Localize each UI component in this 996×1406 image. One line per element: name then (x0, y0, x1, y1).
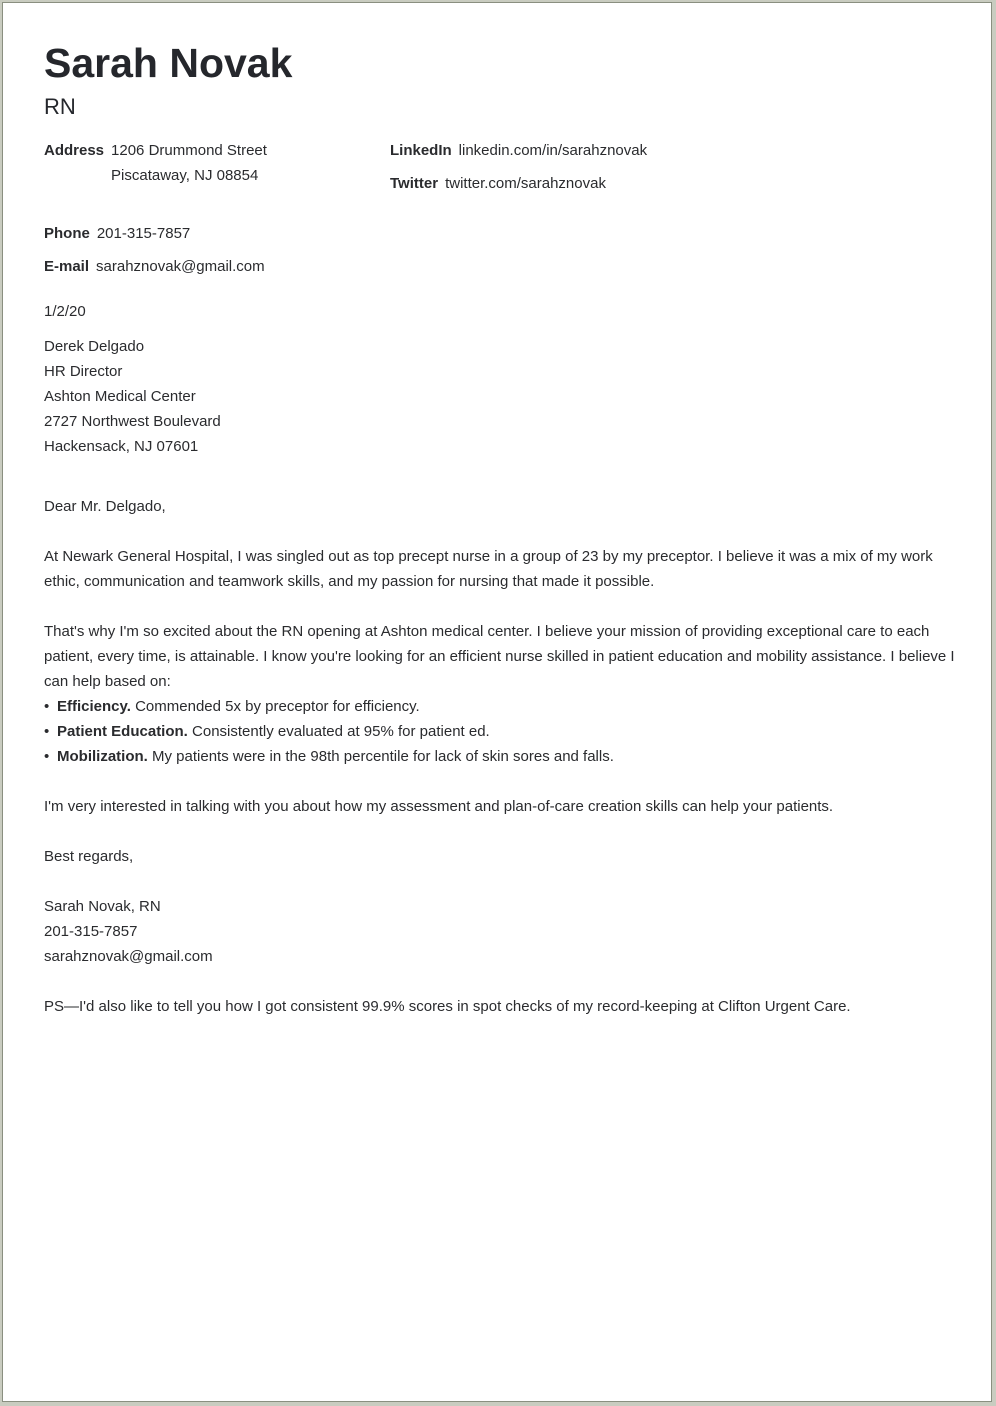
linkedin-row (390, 138, 647, 163)
phone-value: 201-315-7857 (96, 225, 191, 242)
signature-email: sarahznovak@gmail.com (44, 948, 213, 965)
letter-date: 1/2/20 (44, 303, 86, 320)
postscript: PS—I'd also like to tell you how I got consistent 99.9% scores in spot checks of my record-keeping at Clifton Urgent Care. (44, 998, 851, 1015)
bullet-heading: Efficiency. (57, 698, 131, 715)
email-label: E-mail (44, 258, 90, 275)
bullet-text: Commended 5x by preceptor for efficiency. (135, 698, 420, 715)
closing: Best regards, (44, 848, 134, 865)
twitter-value[interactable]: twitter.com/sarahznovak (445, 175, 606, 192)
recipient-name: Derek Delgado (44, 338, 145, 355)
paragraph-body (44, 619, 960, 769)
recipient-city: Hackensack, NJ 07601 (44, 438, 199, 455)
address-label: Address (44, 142, 105, 159)
candidate-title: RN (44, 94, 76, 119)
address-line-1: 1206 Drummond Street (111, 142, 267, 159)
recipient-block (44, 334, 960, 459)
list-item (44, 744, 960, 769)
paragraph-intro: At Newark General Hospital, I was singled out as top precept nurse in a group of 23 by my preceptor. I believe it was a mix of my work ethic, communication and teamwork skills, and my passion for nursing that made it possible. (44, 548, 933, 590)
list-item (44, 719, 960, 744)
salutation: Dear Mr. Delgado, (44, 498, 166, 515)
signature-block (44, 894, 960, 969)
bullet-text: My patients were in the 98th percentile for lack of skin sores and falls. (152, 748, 614, 765)
bullet-text: Consistently evaluated at 95% for patient ed. (192, 723, 490, 740)
recipient-street: 2727 Northwest Boulevard (44, 413, 221, 430)
twitter-row (390, 171, 606, 196)
email-value[interactable]: sarahznovak@gmail.com (96, 258, 265, 275)
phone-label: Phone (44, 225, 90, 242)
recipient-title: HR Director (44, 363, 123, 380)
address-lines (111, 138, 267, 188)
signature-name: Sarah Novak, RN (44, 898, 161, 915)
bullet-heading: Patient Education. (57, 723, 188, 740)
email-row (44, 254, 265, 279)
address-block (44, 138, 267, 188)
recipient-company: Ashton Medical Center (44, 388, 196, 405)
qualifications-list (44, 694, 960, 769)
address-line-2: Piscataway, NJ 08854 (111, 167, 259, 184)
phone-row (44, 221, 190, 246)
candidate-name: Sarah Novak (44, 40, 293, 86)
linkedin-label: LinkedIn (390, 142, 452, 159)
list-item (44, 694, 960, 719)
paragraph-closing: I'm very interested in talking with you about how my assessment and plan-of-care creation skills can help your patients. (44, 798, 834, 815)
letter-page (2, 2, 992, 1402)
signature-phone: 201-315-7857 (44, 923, 138, 940)
linkedin-value[interactable]: linkedin.com/in/sarahznovak (458, 142, 648, 159)
twitter-label: Twitter (390, 175, 439, 192)
bullet-heading: Mobilization. (57, 748, 148, 765)
paragraph-body-text: That's why I'm so excited about the RN opening at Ashton medical center. I believe your mission of providing exceptional care to each patient, every time, is attainable. I know you're looking for an efficient nurse skilled in patient education and mobility assistance. I believe I can help based on: (44, 623, 955, 690)
